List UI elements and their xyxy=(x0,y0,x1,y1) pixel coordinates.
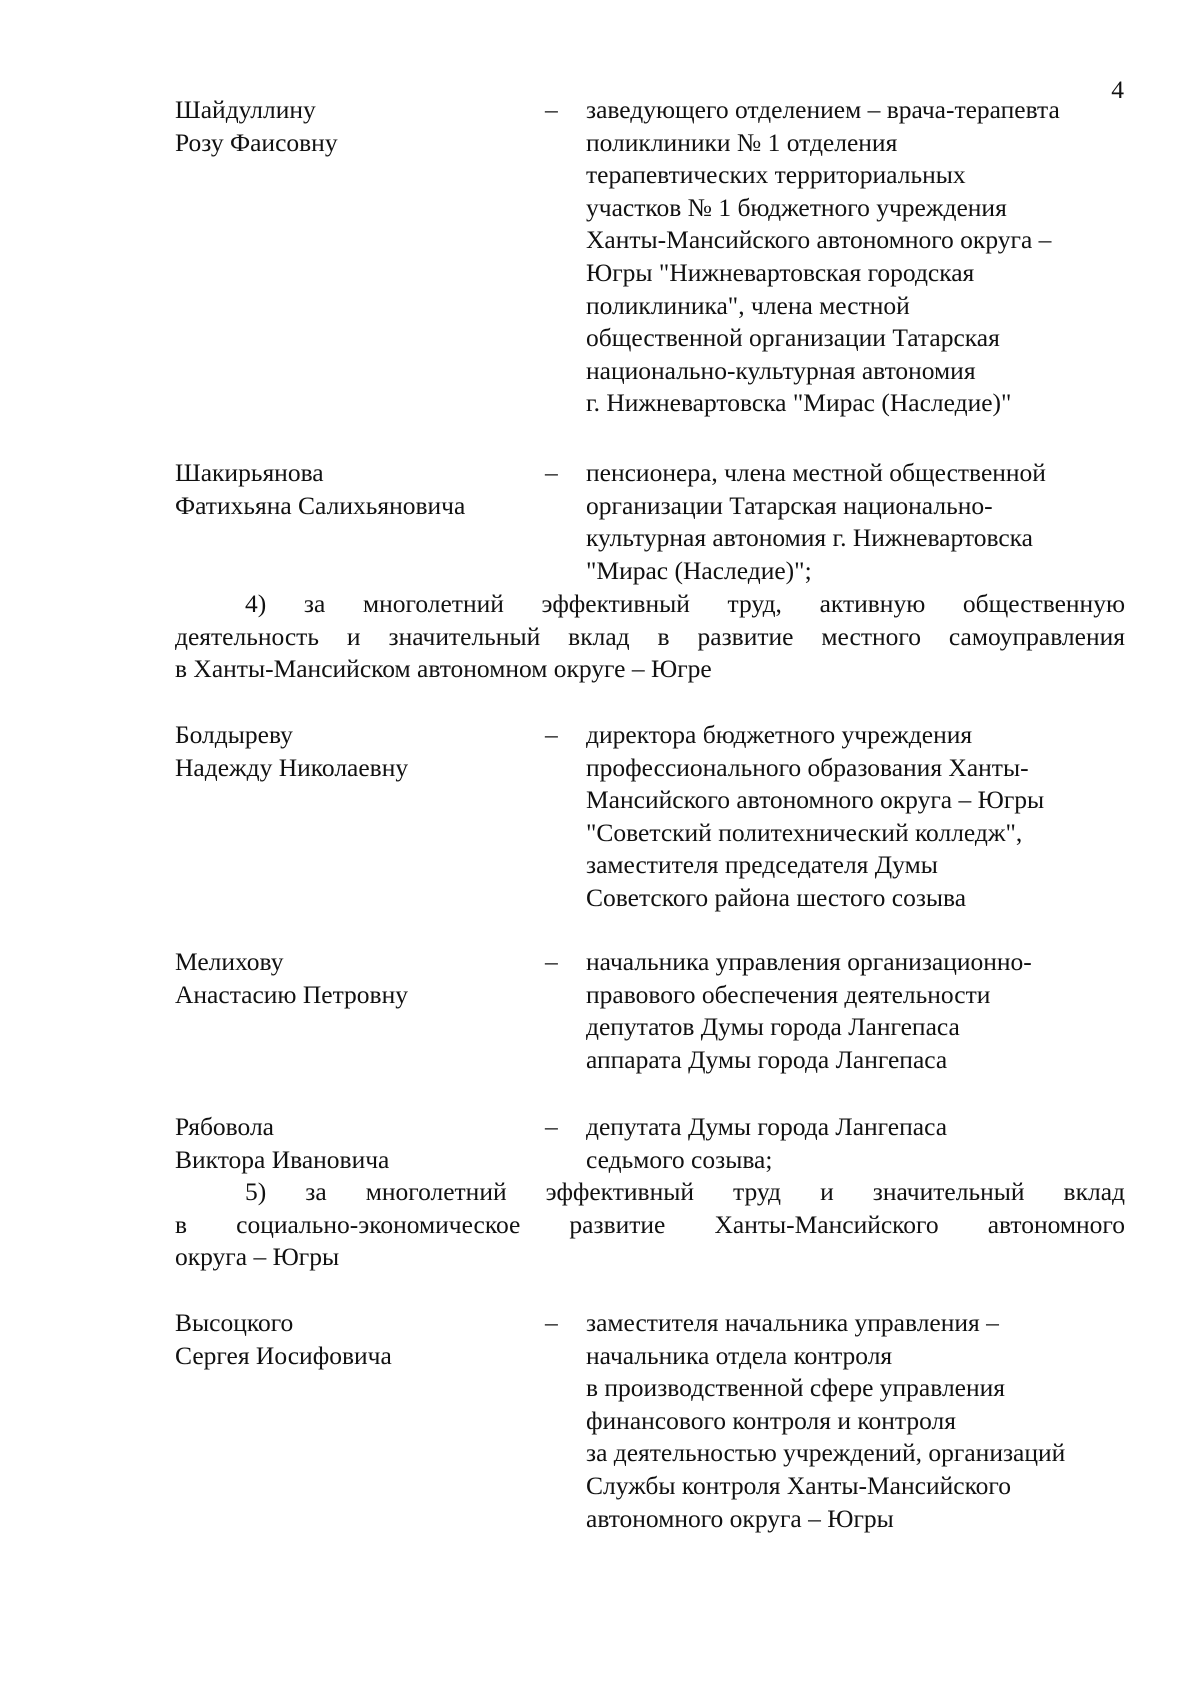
desc-line: терапевтических территориальных xyxy=(586,160,966,190)
name-line: Шайдуллину xyxy=(175,95,316,124)
name-line: Высоцкого xyxy=(175,1308,294,1337)
paragraph-line: в социально-экономическое развитие Ханты-Мансийского автономного xyxy=(175,1209,1125,1239)
name-line: Болдыреву xyxy=(175,720,293,749)
separator-dash: – xyxy=(545,720,558,749)
name-line: Мелихову xyxy=(175,947,284,976)
separator-dash: – xyxy=(545,1112,558,1141)
desc-line: в производственной сфере управления xyxy=(586,1373,1006,1403)
paragraph-line: в Ханты-Мансийском автономном округе – Югре xyxy=(175,654,712,684)
name-line: Сергея Иосифовича xyxy=(175,1340,392,1370)
name-line: Виктора Ивановича xyxy=(175,1144,390,1174)
desc-line: заместителя председателя Думы xyxy=(586,850,938,880)
desc-line: Службы контроля Ханты-Мансийского xyxy=(586,1470,1011,1500)
desc-line: г. Нижневартовска "Мирас (Наследие)" xyxy=(586,388,1012,418)
desc-line: седьмого созыва; xyxy=(586,1144,773,1174)
name-line: Надежду Николаевну xyxy=(175,752,409,782)
paragraph-line: 5) за многолетний эффективный труд и значительный вклад xyxy=(245,1177,1125,1206)
desc-line: за деятельностью учреждений, организаций xyxy=(586,1438,1066,1468)
separator-dash: – xyxy=(545,1308,558,1337)
recipient-name xyxy=(175,719,535,784)
separator-dash: – xyxy=(545,458,558,487)
name-line: Розу Фаисовну xyxy=(175,127,338,157)
desc-line: поликлиники № 1 отделения xyxy=(586,127,898,157)
recipient-description xyxy=(586,1307,1131,1535)
paragraph-line: деятельность и значительный вклад в развитие местного самоуправления xyxy=(175,621,1125,651)
name-line: Рябовола xyxy=(175,1112,274,1141)
desc-line: депутатов Думы города Лангепаса xyxy=(586,1012,960,1042)
desc-line: пенсионера, члена местной общественной xyxy=(586,458,1046,487)
desc-line: профессионального образования Ханты- xyxy=(586,752,1029,782)
recipient-name xyxy=(175,94,535,159)
desc-line: общественной организации Татарская xyxy=(586,323,1000,353)
desc-line: Ханты-Мансийского автономного округа – xyxy=(586,225,1052,255)
desc-line: Мансийского автономного округа – Югры xyxy=(586,785,1045,815)
desc-line: начальника управления организационно- xyxy=(586,947,1032,976)
recipient-name xyxy=(175,946,535,1011)
desc-line: начальника отдела контроля xyxy=(586,1340,893,1370)
recipient-name xyxy=(175,1111,535,1176)
separator-dash: – xyxy=(545,947,558,976)
desc-line: Советского района шестого созыва xyxy=(586,882,967,912)
name-line: Шакирьянова xyxy=(175,458,324,487)
recipient-name xyxy=(175,1307,535,1372)
separator-dash: – xyxy=(545,95,558,124)
desc-line: поликлиника", члена местной xyxy=(586,290,910,320)
desc-line: заместителя начальника управления – xyxy=(586,1308,999,1337)
award-category-paragraph xyxy=(175,1176,1125,1274)
desc-line: участков № 1 бюджетного учреждения xyxy=(586,192,1007,222)
desc-line: культурная автономия г. Нижневартовска xyxy=(586,523,1033,553)
paragraph-line: 4) за многолетний эффективный труд, активную общественную xyxy=(245,589,1125,618)
paragraph-line: округа – Югры xyxy=(175,1242,340,1272)
name-line: Анастасию Петровну xyxy=(175,979,408,1009)
page-number: 4 xyxy=(1111,75,1124,104)
desc-line: депутата Думы города Лангепаса xyxy=(586,1112,948,1141)
desc-line: правового обеспечения деятельности xyxy=(586,979,991,1009)
recipient-description xyxy=(586,719,1131,915)
recipient-description xyxy=(586,946,1131,1076)
recipient-description xyxy=(586,457,1131,587)
desc-line: организации Татарская национально- xyxy=(586,490,993,520)
desc-line: автономного округа – Югры xyxy=(586,1503,894,1533)
desc-line: директора бюджетного учреждения xyxy=(586,720,973,749)
desc-line: "Советский политехнический колледж", xyxy=(586,817,1023,847)
recipient-name xyxy=(175,457,535,522)
desc-line: аппарата Думы города Лангепаса xyxy=(586,1044,948,1074)
desc-line: "Мирас (Наследие)"; xyxy=(586,555,812,585)
recipient-description xyxy=(586,94,1131,420)
desc-line: Югры "Нижневартовская городская xyxy=(586,257,975,287)
desc-line: заведующего отделением – врача-терапевта xyxy=(586,95,1060,124)
name-line: Фатихьяна Салихьяновича xyxy=(175,490,466,520)
award-category-paragraph xyxy=(175,588,1125,686)
recipient-description xyxy=(586,1111,1131,1176)
desc-line: финансового контроля и контроля xyxy=(586,1405,956,1435)
desc-line: национально-культурная автономия xyxy=(586,355,976,385)
